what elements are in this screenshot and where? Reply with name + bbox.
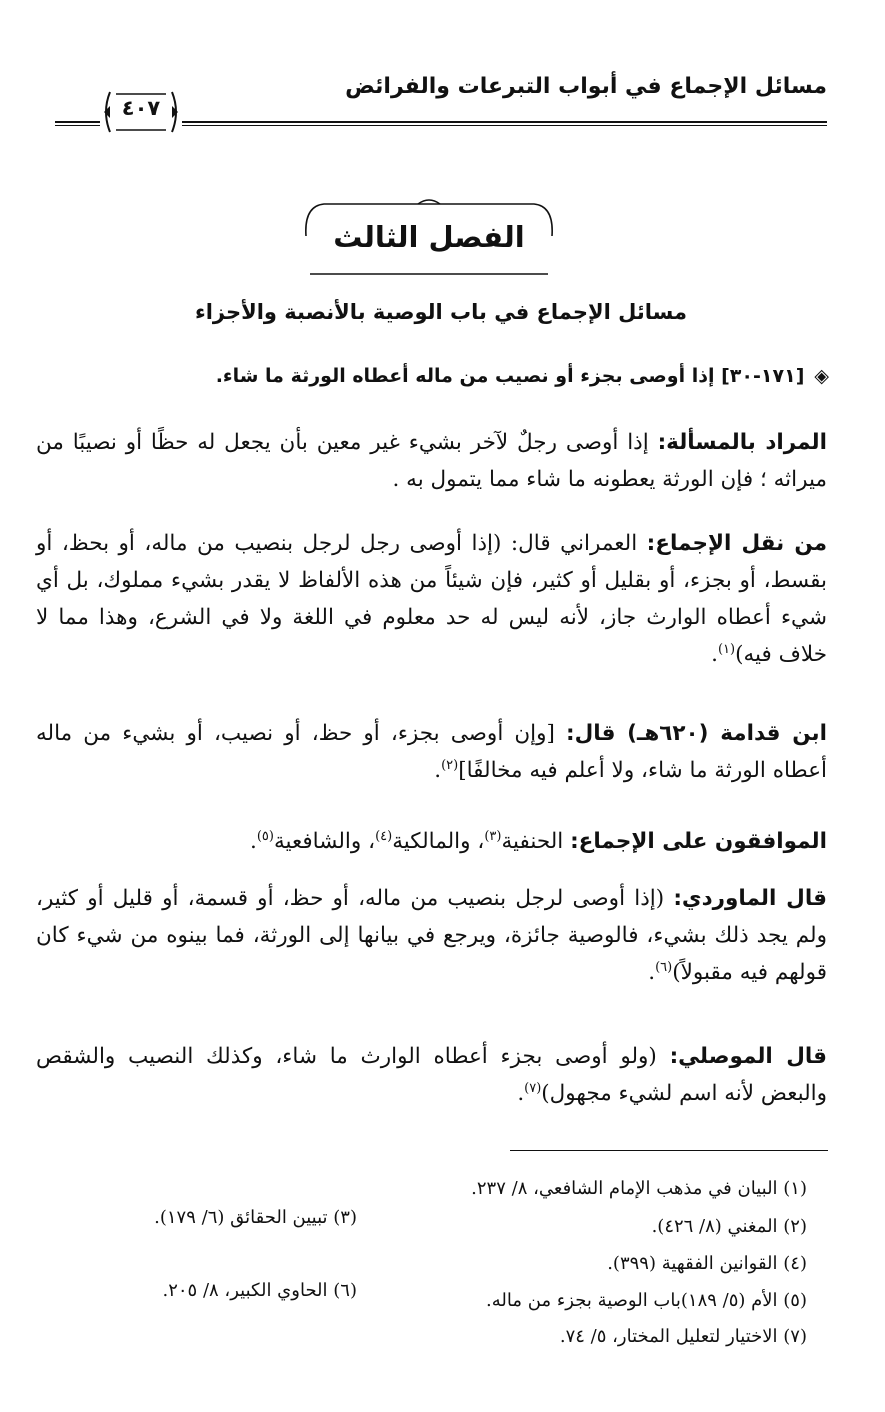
paragraph-mawardi: [36, 880, 871, 991]
diamond-bullet-icon: ◈: [814, 365, 829, 387]
paragraph-lead: ابن قدامة (٦٢٠هـ) قال:: [566, 721, 827, 746]
paragraph-text: (ولو أوصى بجزء أعطاه الوارث ما شاء، وكذلك النصيب والشقص والبعض لأنه اسم لشيء مجهول): [36, 1044, 827, 1106]
paragraph-lead: قال الماوردي:: [673, 886, 827, 911]
footnote-3: (٣) تبيين الحقائق (٦/ ١٧٩).: [154, 1207, 357, 1228]
paragraph-text: العمراني قال: (إذا أوصى رجل لرجل بنصيب من ماله، أو بحظ، أو بقسط، أو بجزء، أو بقليل أو كثير، فإن شيئاً من هذه الألفاظ لا يقدر بشيء مملوك، بل أي شيء أعطاه الوارث جاز، لأنه ليس له حد معلوم في اللغة ولا في الشرع، وهذا مما لا خلاف فيه): [36, 531, 827, 667]
paragraph-end: .: [711, 642, 718, 667]
school-shafii: ، والشافعية: [273, 829, 376, 854]
school-hanafi: الحنفية: [501, 829, 571, 854]
page-number-ornament: [100, 88, 182, 136]
paragraph-lead: من نقل الإجماع:: [646, 531, 828, 556]
paragraph-text: (إذا أوصى لرجل بنصيب من ماله، أو حظ، أو قسمة، أو قليل أو كثير، ولم يجد ذلك بشيء، فالوصية جائزة، ويرجع في بيانها إلى الورثة، فما بينوه من شيء كان قولهم فيه مقبولاً): [36, 886, 827, 985]
footnote-1: (١) البيان في مذهب الإمام الشافعي، ٨/ ٢٣٧.: [471, 1178, 807, 1199]
paragraph-end: .: [517, 1081, 525, 1106]
footnote-ref: (٤): [375, 828, 393, 844]
paragraph-agreeing-schools: [36, 823, 871, 860]
paragraph-end: .: [250, 829, 257, 854]
issue-heading: [49, 365, 829, 387]
footnote-ref: (٦): [655, 959, 673, 975]
footnote-ref: (٢): [441, 757, 459, 773]
chapter-heading-frame: [300, 196, 558, 278]
paragraph-text: [وإن أوصى بجزء، أو حظ، أو نصيب، أو بشيء من ماله أعطاه الورثة ما شاء، ولا أعلم فيه مخالفًا]: [36, 721, 827, 783]
paragraph-mawsili: [36, 1038, 871, 1112]
paragraph-lead: قال الموصلي:: [669, 1044, 828, 1069]
footnote-7: (٧) الاختيار لتعليل المختار، ٥/ ٧٤.: [559, 1326, 807, 1347]
footnote-ref: (١): [717, 641, 736, 657]
school-maliki: ، والمالكية: [392, 829, 485, 854]
footnote-4: (٤) القوانين الفقهية (٣٩٩).: [607, 1253, 807, 1274]
chapter-title: الفصل الثالث: [333, 220, 525, 254]
running-header-title: مسائل الإجماع في أبواب التبرعات والفرائض: [345, 74, 827, 99]
paragraph-intended-meaning: [36, 424, 871, 498]
paragraph-end: .: [648, 960, 656, 985]
footnote-ref: (٥): [256, 828, 274, 844]
paragraph-consensus-transmission: [36, 525, 871, 673]
chapter-subtitle: مسائل الإجماع في باب الوصية بالأنصبة والأجزاء: [194, 300, 688, 324]
paragraph-text: إذا أوصى رجلٌ لآخر بشيء غير معين بأن يجعل له حظًا أو نصيبًا من ميراثه ؛ فإن الورثة يعطونه ما شاء مما يتمول به .: [36, 430, 827, 492]
paragraph-end: .: [434, 758, 442, 783]
footnote-separator: [510, 1150, 828, 1151]
issue-text: [١٧١-٣٠] إذا أوصى بجزء أو نصيب من ماله أعطاه الورثة ما شاء.: [215, 365, 805, 387]
page-number: ٤٠٧: [121, 96, 161, 120]
paragraph-lead: المراد بالمسألة:: [657, 430, 827, 455]
footnote-ref: (٧): [524, 1080, 542, 1096]
footnote-ref: (٣): [484, 828, 502, 844]
footnote-2: (٢) المغني (٨/ ٤٢٦).: [651, 1216, 807, 1237]
paragraph-lead: الموافقون على الإجماع:: [570, 829, 827, 854]
footnote-5: (٥) الأم (٥/ ١٨٩)باب الوصية بجزء من ماله.: [486, 1290, 807, 1311]
paragraph-ibn-qudama: [36, 715, 871, 789]
footnote-6: (٦) الحاوي الكبير، ٨/ ٢٠٥.: [162, 1280, 357, 1301]
